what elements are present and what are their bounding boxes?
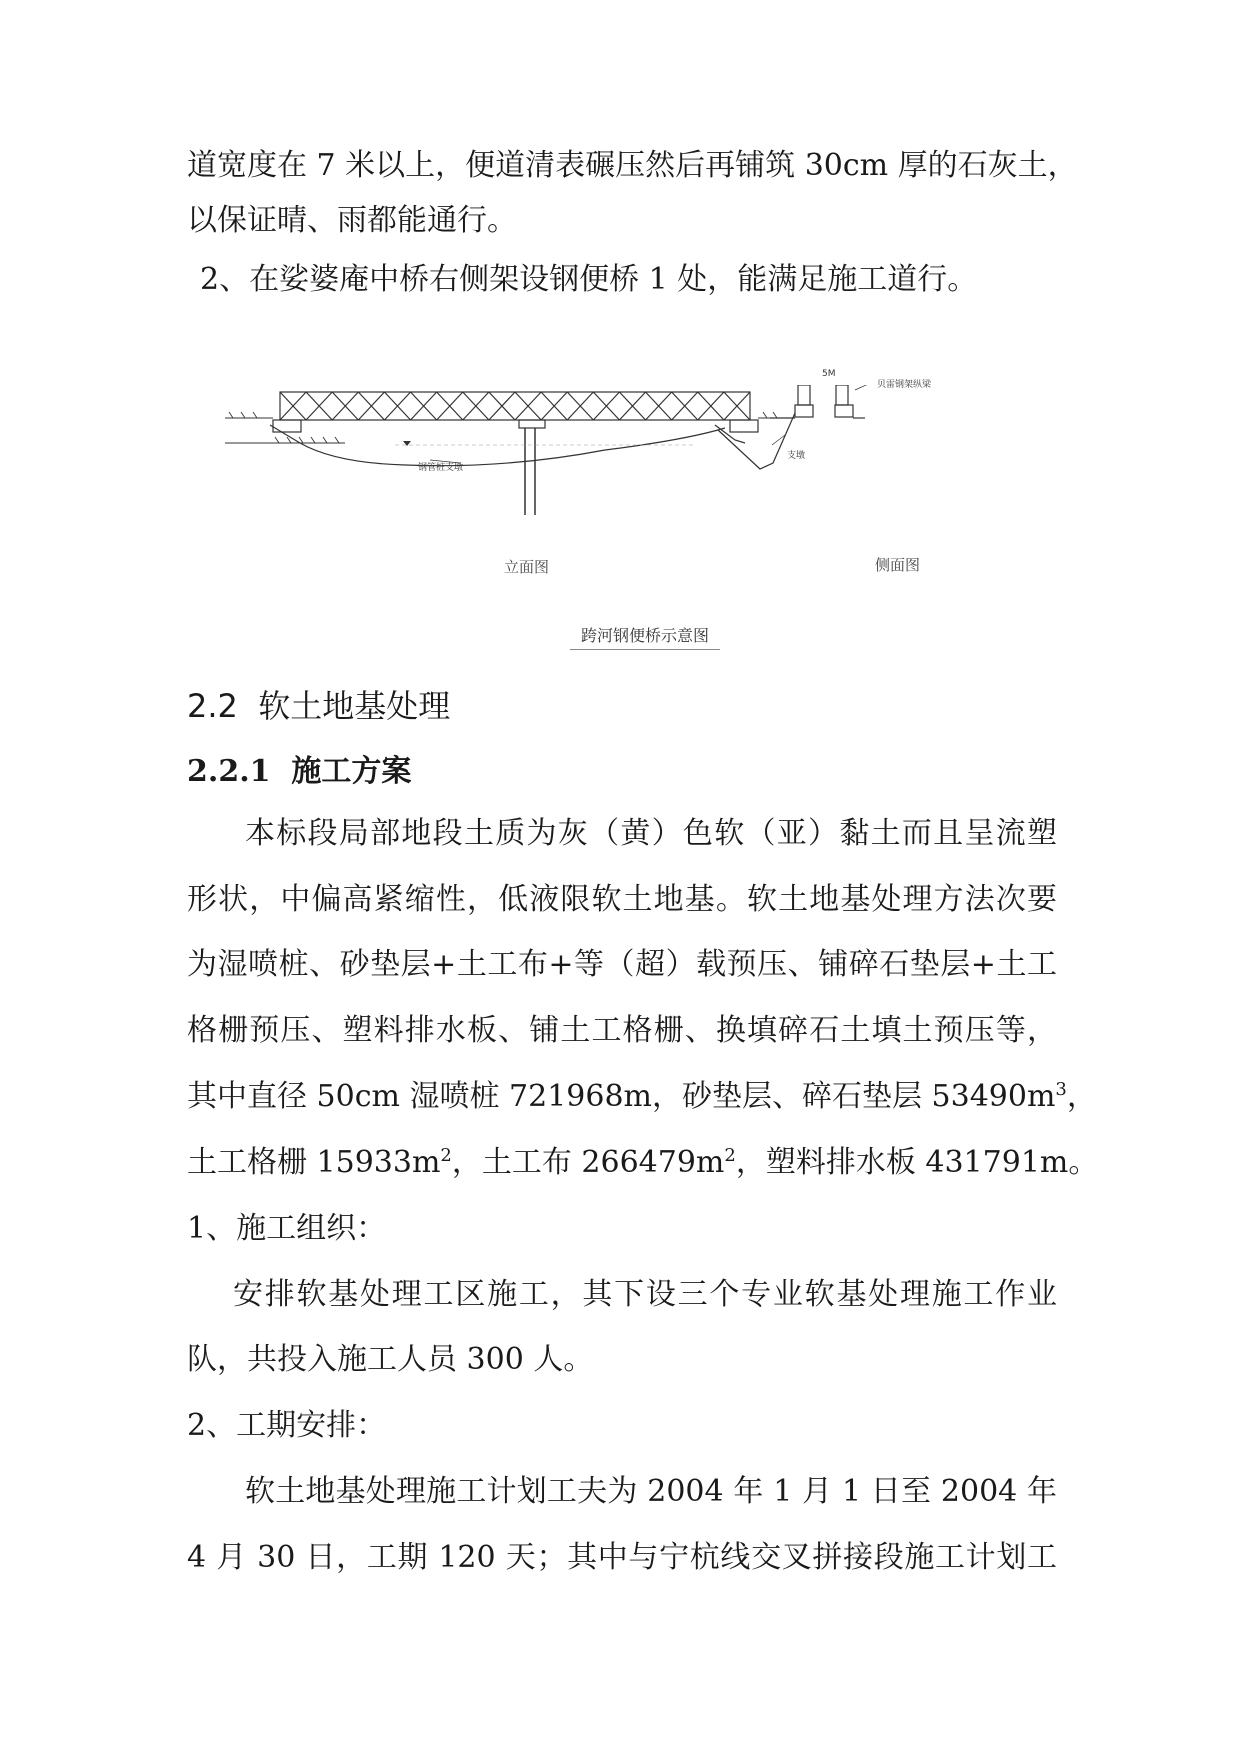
label-truss: 贝雷钢架纵梁	[877, 380, 932, 390]
item-heading: 2、工期安排：	[187, 1408, 387, 1443]
abutment-left	[273, 420, 301, 432]
subsection-heading	[187, 752, 1057, 792]
text-line: 以保证晴、雨都能通行。	[187, 203, 517, 238]
text-run: ，土工布 266479m	[451, 1145, 725, 1180]
figure-caption: 跨河钢便桥示意图	[570, 623, 720, 650]
subsection-title: 施工方案	[291, 754, 412, 789]
label-5m: 5M	[822, 369, 836, 379]
bridge-diagram	[225, 385, 975, 660]
section-number: 2.2	[187, 687, 238, 725]
label-support: 支墩	[787, 451, 806, 461]
abutment-right	[730, 420, 758, 432]
text-line	[187, 1143, 1099, 1183]
text-line: 道宽度在 7 米以上，便道清表碾压然后再铺筑 30cm 厚的石灰土，	[187, 148, 1078, 183]
text-run: 其中直径 50cm 湿喷桩 721968m，砂垫层、碎石垫层 53490m	[187, 1079, 1056, 1114]
text-line: 4 月 30 日，工期 120 天；其中与宁杭线交叉拼接段施工计划工	[187, 1540, 1057, 1575]
truss	[280, 392, 750, 420]
text-run: ，	[1066, 1079, 1097, 1114]
superscript: 2	[440, 1145, 452, 1166]
text-line	[187, 1077, 1097, 1117]
text-run: 土工格栅 15933m	[187, 1145, 441, 1180]
item-heading: 1、施工组织：	[187, 1211, 387, 1246]
text-line: 2、在娑婆庵中桥右侧架设钢便桥 1 处，能满足施工道行。	[200, 262, 978, 297]
riverbed	[270, 425, 725, 466]
text-run: ，塑料排水板 431791m。	[735, 1145, 1099, 1180]
text-line: 格栅预压、塑料排水板、铺土工格栅、换填碎石土填土预压等，	[187, 1013, 1057, 1048]
text-line: 为湿喷桩、砂垫层+土工布+等（超）载预压、铺碎石垫层+土工	[187, 947, 1057, 982]
text-line: 软土地基处理施工计划工夫为 2004 年 1 月 1 日至 2004 年	[245, 1474, 1057, 1509]
superscript: 3	[1055, 1079, 1067, 1100]
text-line: 队，共投入施工人员 300 人。	[187, 1342, 594, 1377]
section-heading	[187, 686, 1057, 726]
text-line: 本标段局部地段土质为灰（黄）色软（亚）黏土而且呈流塑	[245, 816, 1057, 851]
label-pile: 钢管桩支墩	[418, 463, 464, 473]
label-side: 侧面图	[875, 556, 921, 574]
subsection-number: 2.2.1	[187, 754, 271, 789]
text-line: 形状，中偏高紧缩性，低液限软土地基。软土地基处理方法次要	[187, 882, 1057, 917]
superscript: 2	[724, 1145, 736, 1166]
text-line: 安排软基处理工区施工，其下设三个专业软基处理施工作业	[233, 1277, 1057, 1312]
pier-cap	[519, 420, 545, 428]
section-title: 软土地基处理	[258, 687, 451, 725]
label-elevation: 立面图	[504, 558, 550, 576]
